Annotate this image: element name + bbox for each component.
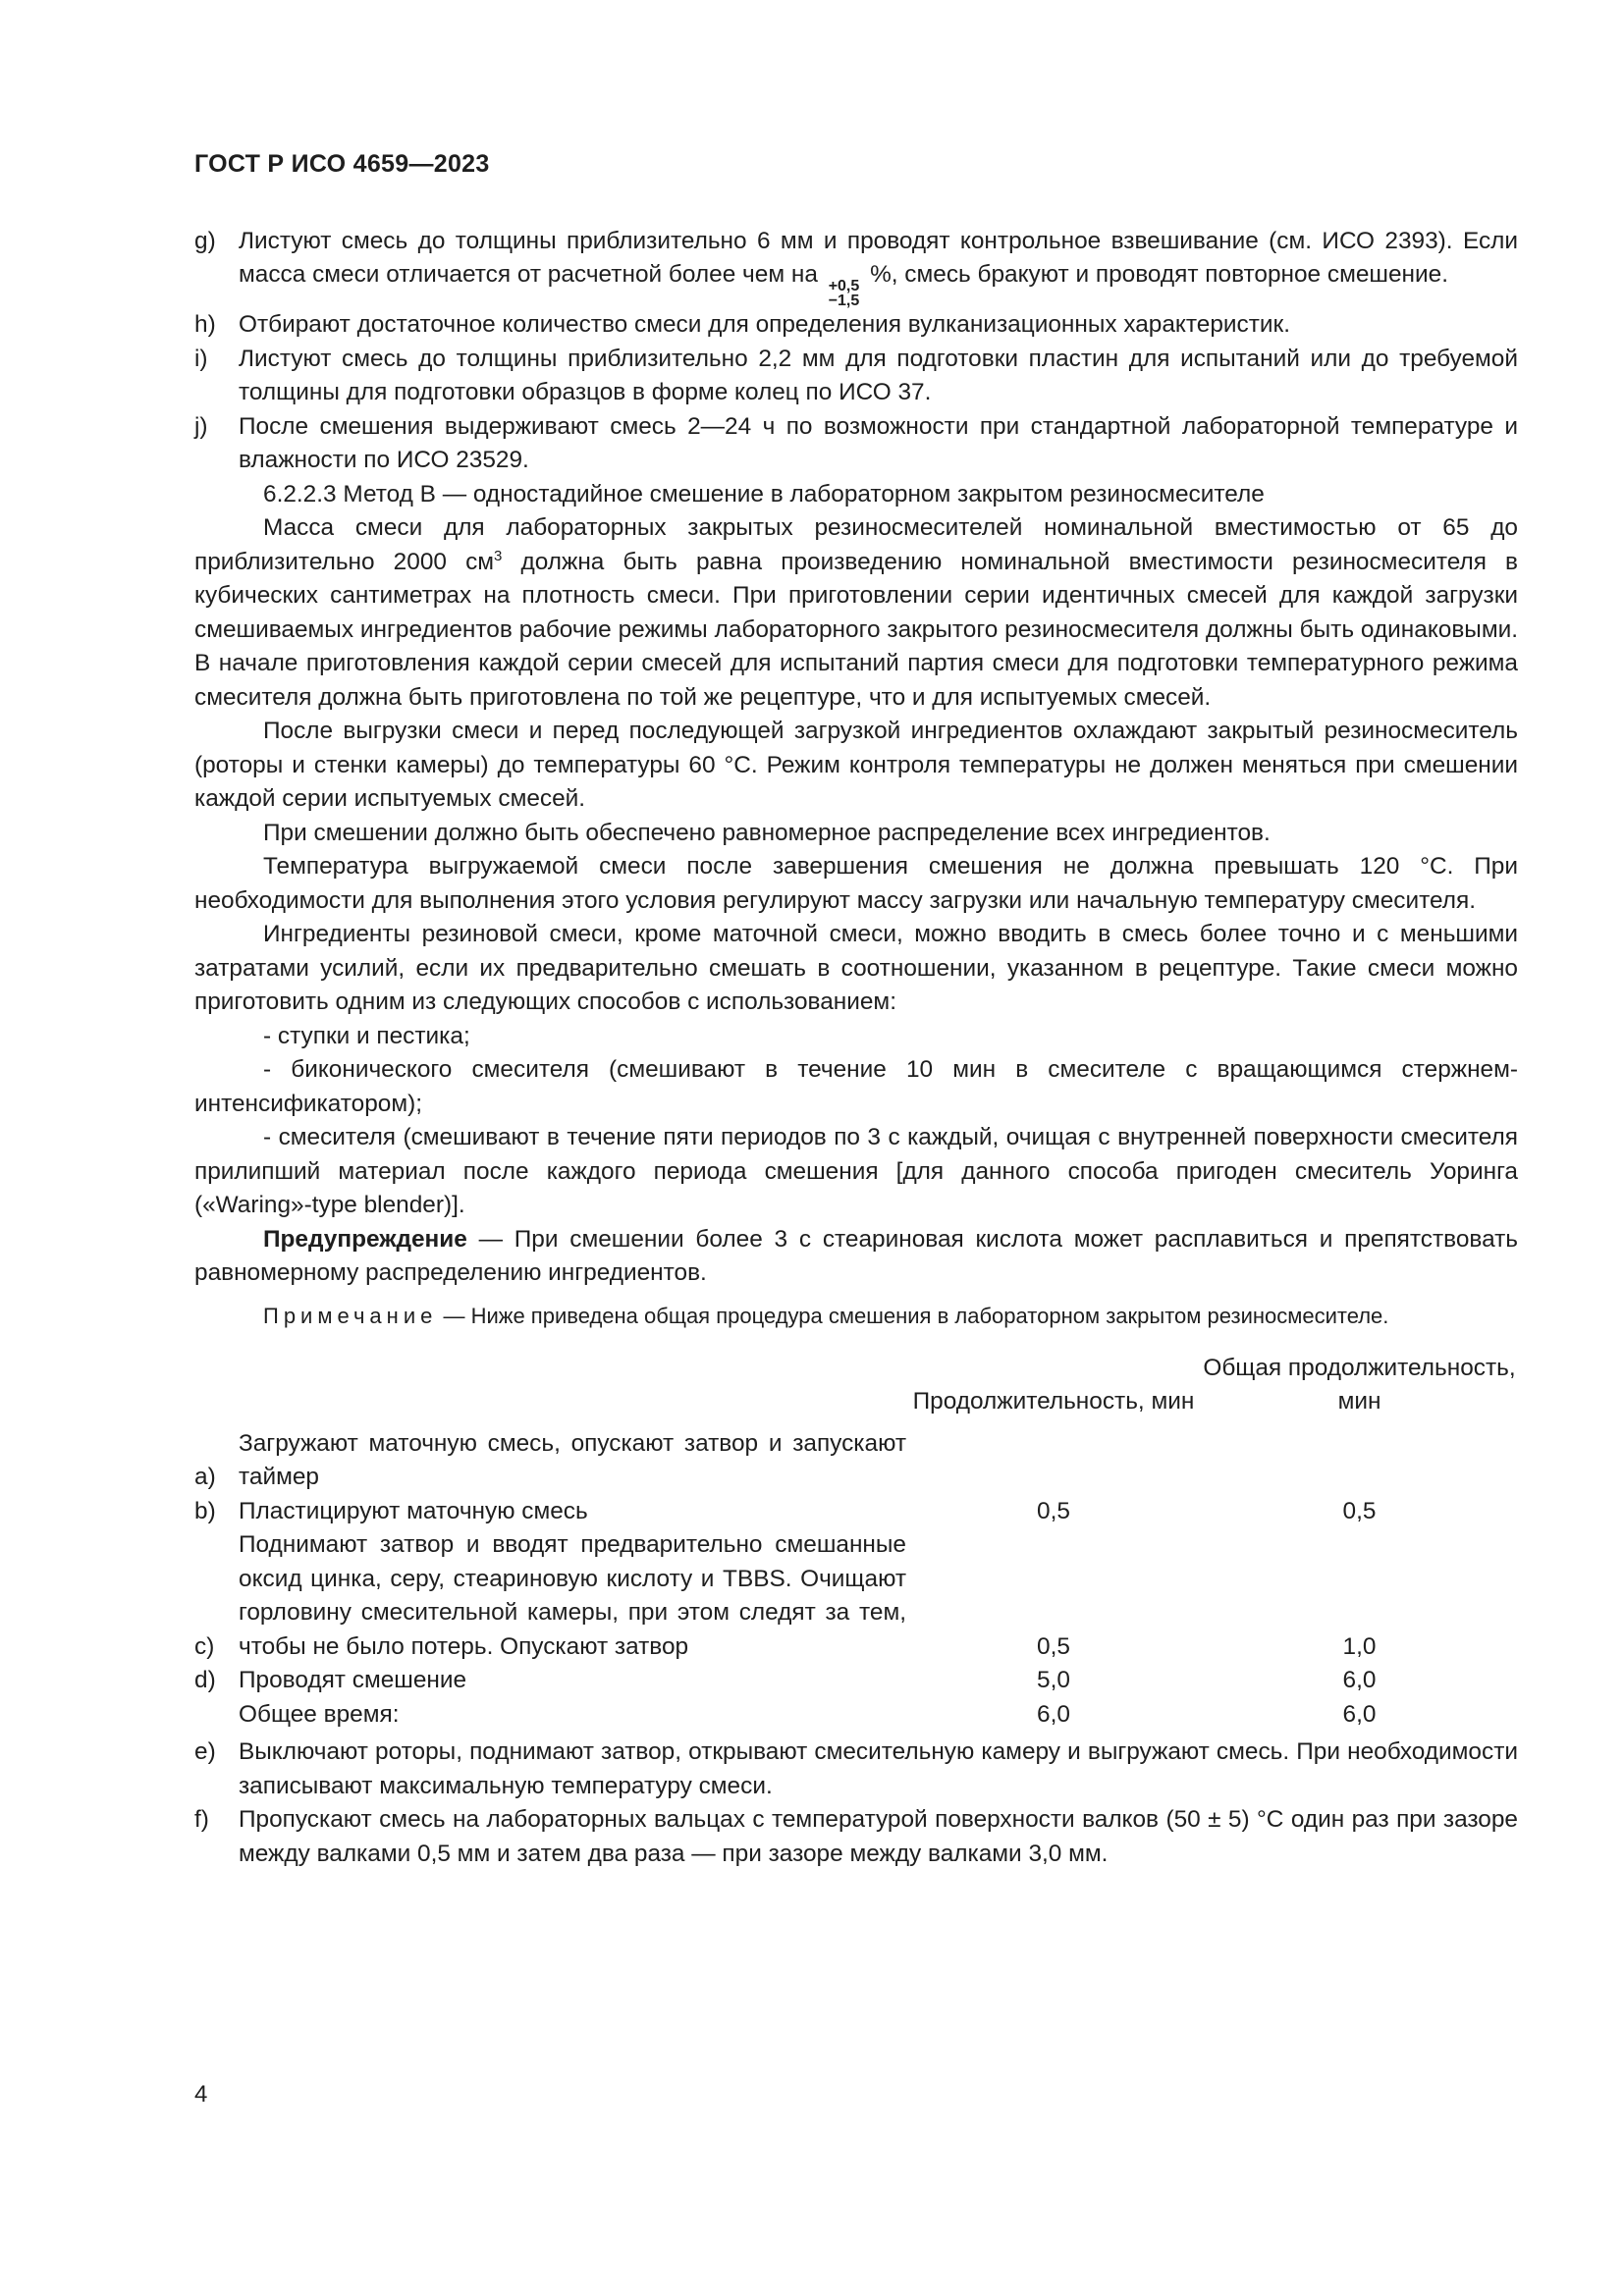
row-duration: 5,0: [1037, 1667, 1070, 1693]
list-text: Листуют смесь до толщины приблизительно 6 мм и проводят контрольное взвешивание (см. ИСО 2393). Если масса смеси отличается от расчетной более чем на +0,5 −1,5 %, смесь бракуют и проводят повторное смешение.: [239, 227, 1518, 309]
tolerance-value: +0,5 −1,5: [828, 278, 860, 309]
row-duration: 6,0: [1037, 1700, 1070, 1728]
list-marker: h): [194, 311, 216, 338]
list-item-h: [194, 308, 1518, 343]
row-marker: d): [194, 1667, 216, 1693]
column-header-duration: Продолжительность, мин: [912, 1388, 1195, 1415]
paragraph: Ингредиенты резиновой смеси, кроме маточной смеси, можно вводить в смесь более точно и с меньшими затратами усилий, если их предварительно смешать в соотношении, указанном в рецептуре. Такие смеси можно приготовить одним из следующих способов с использованием:: [194, 921, 1518, 1015]
note-paragraph: Примечание — Ниже приведена общая процедура смешения в лабораторном закрытом резиносмесителе.: [263, 1303, 1389, 1328]
column-header-total: Общая продолжительность, мин: [1203, 1354, 1516, 1415]
table-row: [194, 1528, 1518, 1664]
row-step: Поднимают затвор и вводят предварительно смешанные оксид цинка, серу, стеариновую кислоту и TBBS. Очищают горловину смесительной камеры, при этом следят за тем, чтобы не было потерь. Опускают затвор: [239, 1531, 906, 1660]
row-total: 0,5: [1342, 1497, 1377, 1524]
list-marker: j): [194, 412, 208, 440]
row-marker: c): [194, 1632, 215, 1660]
row-total: [1201, 1427, 1518, 1495]
table-row: [194, 1495, 1518, 1529]
dash-list-item: - смесителя (смешивают в течение пяти периодов по 3 с каждый, очищая с внутренней поверхности смесителя прилипший материал после каждого периода смешения [для данного способа пригоден смеситель Уоринга («Waring»-type blender)].: [194, 1124, 1518, 1218]
list-item-g: [194, 225, 1518, 309]
paragraph: Масса смеси для лабораторных закрытых резиносмесителей номинальной вместимостью от 65 до приблизительно 2000 $см^3$ должна быть равна произведению номинальной вместимости резиносмесителя в кубических сантиметрах на плотность смеси. При приготовлении серии идентичных смесей для каждой загрузки смешиваемых ингредиентов рабочие режимы лабораторного закрытого резиносмесителя должны быть одинаковыми. В начале приготовления каждой серии смесей для испытаний партия смеси для подготовки температурного режима смесителя должна быть приготовлена по той же рецептуре, что и для испытуемых смесей.: [194, 514, 1519, 711]
table-row-total: [194, 1698, 1518, 1733]
paragraph: После выгрузки смеси и перед последующей загрузкой ингредиентов охлаждают закрытый резиносмеситель (роторы и стенки камеры) до температуры 60 °C. Режим контроля температуры не должен меняться при смешении каждой серии испытуемых смесей.: [194, 718, 1518, 812]
warning-paragraph: Предупреждение — При смешении более 3 с стеариновая кислота может расплавиться и препятствовать равномерному распределению ингредиентов.: [194, 1225, 1518, 1286]
list-item-j: [194, 410, 1518, 478]
list-marker: f): [194, 1806, 209, 1833]
list-item-i: [194, 343, 1518, 410]
table-row: [194, 1427, 1518, 1495]
row-step: Проводят смешение: [239, 1667, 467, 1693]
row-duration: [906, 1427, 1201, 1495]
document-header: ГОСТ Р ИСО 4659—2023: [194, 150, 490, 178]
row-step: Загружают маточную смесь, опускают затвор и запускают таймер: [239, 1429, 906, 1490]
row-marker: b): [194, 1497, 216, 1524]
row-total: 6,0: [1342, 1700, 1377, 1728]
list-item-f: [194, 1803, 1518, 1871]
row-total: 6,0: [1342, 1667, 1377, 1693]
list-text: Листуют смесь до толщины приблизительно 2,2 мм для подготовки пластин для испытаний или до требуемой толщины для подготовки образцов в форме колец по ИСО 37.: [239, 345, 1518, 405]
row-duration: 0,5: [1037, 1632, 1070, 1660]
row-marker: [194, 1698, 239, 1733]
list-marker: g): [194, 227, 216, 254]
dash-list-item: - ступки и пестика;: [263, 1022, 470, 1049]
list-item-e: [194, 1735, 1518, 1803]
procedure-table: [194, 1352, 1518, 1733]
row-duration: 0,5: [1037, 1497, 1070, 1524]
row-step: Общее время:: [239, 1700, 400, 1728]
row-marker: a): [194, 1464, 216, 1490]
note-label: Примечание: [263, 1303, 438, 1328]
page-number: 4: [194, 2081, 208, 2108]
table-row: [194, 1664, 1518, 1698]
table-header-row: [194, 1352, 1518, 1427]
warning-label: Предупреждение: [263, 1225, 467, 1253]
list-text: Пропускают смесь на лабораторных вальцах с температурой поверхности валков (50 ± 5) °C один раз при зазоре между валками 0,5 мм и затем два раза — при зазоре между валками 3,0 мм.: [239, 1806, 1518, 1867]
document-page: [194, 147, 1518, 1871]
list-text: Выключают роторы, поднимают затвор, открывают смесительную камеру и выгружают смесь. При необходимости записывают максимальную температуру смеси.: [239, 1738, 1518, 1799]
list-text: Отбирают достаточное количество смеси для определения вулканизационных характеристик.: [239, 311, 1290, 338]
list-text: После смешения выдерживают смесь 2—24 ч по возможности при стандартной лабораторной температуре и влажности по ИСО 23529.: [239, 412, 1518, 473]
list-marker: e): [194, 1738, 216, 1765]
paragraph: При смешении должно быть обеспечено равномерное распределение всех ингредиентов.: [263, 819, 1271, 846]
section-title: 6.2.2.3 Метод B — одностадийное смешение в лабораторном закрытом резиносмесителе: [263, 480, 1265, 507]
row-total: 1,0: [1342, 1632, 1377, 1660]
list-marker: i): [194, 345, 208, 372]
row-step: Пластицируют маточную смесь: [239, 1497, 588, 1524]
paragraph: Температура выгружаемой смеси после завершения смешения не должна превышать 120 °C. При необходимости для выполнения этого условия регулируют массу загрузки или начальную температуру смесителя.: [194, 853, 1518, 914]
dash-list-item: - биконического смесителя (смешивают в течение 10 мин в смесителе с вращающимся стержнем-интенсификатором);: [194, 1056, 1518, 1117]
